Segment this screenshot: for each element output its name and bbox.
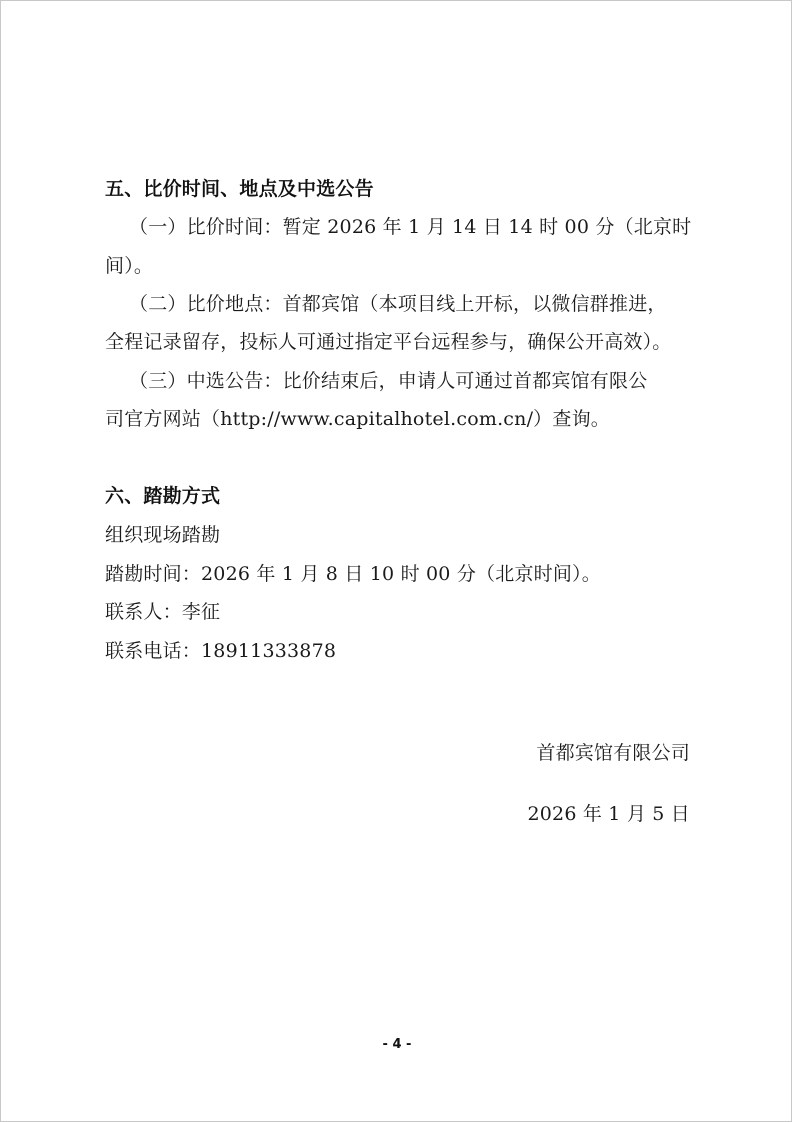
site-visit-method: 组织现场踏勘 [105, 524, 221, 546]
selection-notice-line-1: （三）中选公告：比价结束后，申请人可通过首都宾馆有限公 [129, 370, 648, 392]
signature-organization: 首都宾馆有限公司 [536, 742, 690, 764]
bidding-time-line-2: 间）。 [105, 255, 154, 277]
contact-person: 联系人：李征 [105, 601, 221, 623]
signature-date: 2026 年 1 月 5 日 [527, 803, 690, 825]
section-5-heading: 五、比价时间、地点及中选公告 [105, 178, 374, 200]
site-visit-time: 踏勘时间：2026 年 1 月 8 日 10 时 00 分（北京时间）。 [105, 563, 601, 585]
bidding-time-line-1: （一）比价时间：暂定 2026 年 1 月 14 日 14 时 00 分（北京时 [129, 216, 692, 238]
contact-phone: 联系电话：18911333878 [105, 640, 337, 662]
page-number: - 4 - [382, 1037, 412, 1052]
bidding-location-line-2: 全程记录留存，投标人可通过指定平台远程参与，确保公开高效）。 [105, 331, 672, 353]
bidding-location-line-1: （二）比价地点：首都宾馆（本项目线上开标，以微信群推进， [129, 293, 667, 315]
selection-notice-line-2: 司官方网站（http://www.capitalhotel.com.cn/）查询。 [105, 408, 610, 430]
section-6-heading: 六、踏勘方式 [105, 485, 221, 507]
